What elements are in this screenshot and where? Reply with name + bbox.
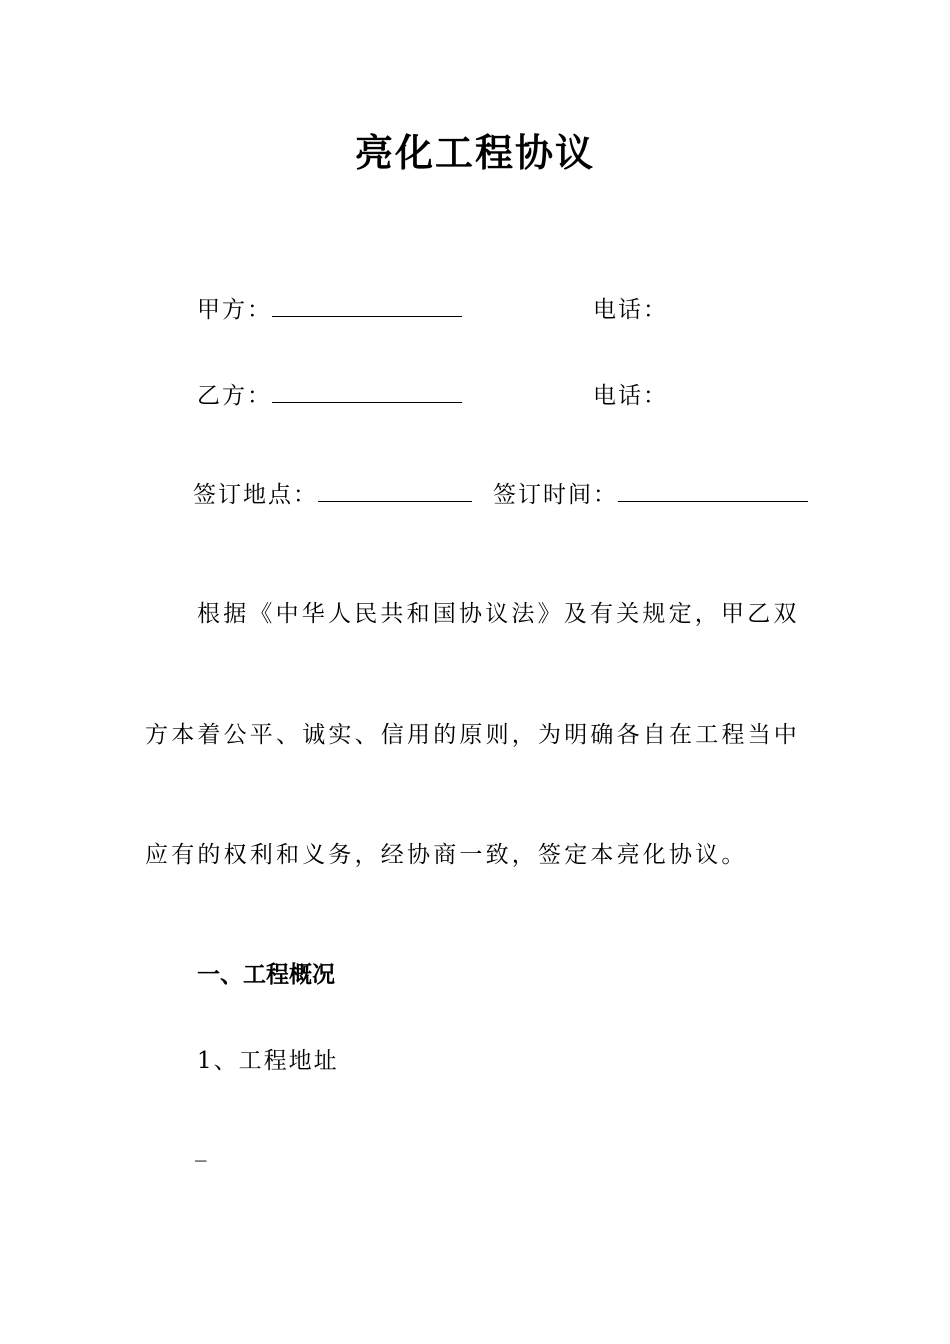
party-b-phone-row: [593, 377, 668, 410]
signing-place-blank: [318, 481, 472, 502]
party-a-row: [197, 291, 462, 324]
signing-time-label: 签订时间：: [493, 482, 618, 508]
party-b-label: 乙方：: [197, 383, 272, 409]
intro-line-1: 根据《中华人民共和国协议法》及有关规定，甲乙双: [197, 601, 800, 627]
party-b-blank: [272, 382, 462, 403]
party-a-label: 甲方：: [197, 297, 272, 323]
party-a-phone-label: 电话：: [593, 297, 668, 323]
intro-line-2: 方本着公平、诚实、信用的原则，为明确各自在工程当中: [145, 722, 800, 748]
section-1-heading: 一、工程概况: [197, 962, 335, 988]
intro-line-3: 应有的权利和义务，经协商一致，签定本亮化协议。: [145, 842, 748, 868]
signing-place-label: 签订地点：: [193, 482, 318, 508]
signing-time-row: [493, 476, 808, 509]
document-title: 亮化工程协议: [354, 131, 595, 175]
party-b-phone-label: 电话：: [593, 383, 668, 409]
signing-place-row: [193, 476, 472, 509]
section-1-item-1: 1、工程地址: [197, 1048, 339, 1074]
section-1-item-1-value: _: [195, 1136, 209, 1162]
party-a-blank: [272, 296, 462, 317]
party-a-phone-row: [593, 291, 668, 324]
party-b-row: [197, 377, 462, 410]
signing-time-blank: [618, 481, 808, 502]
